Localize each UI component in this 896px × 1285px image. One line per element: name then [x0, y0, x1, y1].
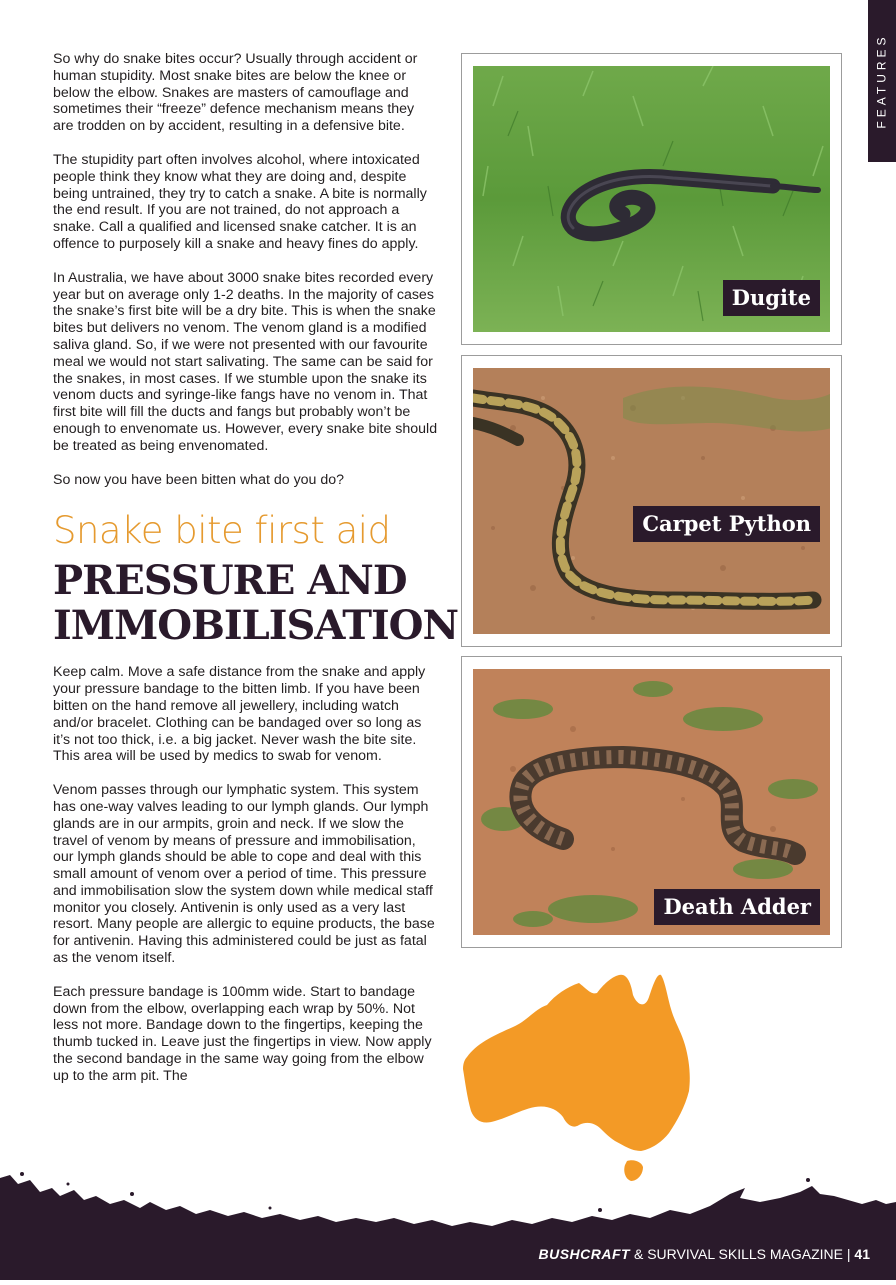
page-footer [0, 1170, 896, 1280]
footer-brand: BUSHCRAFT [538, 1246, 631, 1262]
article-subheading: Snake bite first aid [53, 509, 391, 553]
carpet-python-photo [473, 368, 830, 634]
intro-paragraph: The stupidity part often involves alcohol, where intoxicated people think they know what they are doing and, despite being untrained, they try to catch a snake. A bite is normally the end result. If you are not trained, do not approach a snake. Call a qualified and licensed snake catcher. It is an offence to purposely kill a snake and heavy fines do apply. [53, 151, 427, 252]
section-tab [868, 0, 896, 162]
photo-caption: Dugite [723, 280, 820, 316]
article-column [53, 51, 459, 1102]
section-tab-label: FEATURES [875, 33, 889, 129]
body-paragraph: Venom passes through our lymphatic system. This system has one-way valves leading to our lymph glands. Our lymph glands are in our armpits, groin and neck. If we slow the travel of venom by means of pressure and immobilisation, our lymph glands should be able to cope and deal with this small amount of venom over a period of time. This pressure and immobilisation slow the system down while medical staff monitor you closely. Antivenin is only used as a very last resort. Many people are allergic to equine products, the base for antivenin. Having this administered could be just as fatal as the venom itself. [53, 782, 435, 967]
footer-title: & SURVIVAL SKILLS MAGAZINE | [630, 1246, 855, 1262]
footer-label [538, 1246, 870, 1262]
body-paragraph: Keep calm. Move a safe distance from the snake and apply your pressure bandage to the bitten limb. If you have been bitten on the hand remove all jewellery, including watch and/or bracelet. Clothing can be bandaged over so long as it’s not too thick, i.e. a big jacket. Never wash the bite site. This area will be used by medics to swab for venom. [53, 664, 426, 765]
intro-paragraph: In Australia, we have about 3000 snake bites recorded every year but on average only 1-2 deaths. In the majority of cases the snake’s first bite will be a dry bite. This is when the snake bites but delivers no venom. The venom gland is a modified saliva gland. So, if we were not presented with our favourite meal we would not start salivating. The same can be said for the snakes, in most cases. If we stumble upon the snake its venom ducts and syringe-like fangs have no venom in. That first bite will fill the ducts and fangs but probably won’t be enough to envenomate us. However, every snake bite should be treated as being envenomated. [53, 269, 438, 454]
australia-map [455, 965, 695, 1195]
intro-paragraph: So why do snake bites occur? Usually through accident or human stupidity. Most snake bites are below the knee or below the elbow. Snakes are masters of camouflage and sometimes their “freeze” defence mechanism means they are trodden on by accident, resulting in a defensive bite. [53, 51, 418, 135]
photo-caption: Death Adder [654, 889, 820, 925]
dugite-photo [473, 66, 830, 332]
page-number: 41 [854, 1246, 870, 1262]
photo-frame-death-adder [461, 656, 842, 948]
death-adder-photo [473, 669, 830, 935]
body-paragraph: Each pressure bandage is 100mm wide. Start to bandage down from the elbow, overlapping each wrap by 50%. Not less not more. Bandage down to the fingertips, keeping the thumb tucked in. Leave just the fingertips in view. Now apply the second bandage in the same way going from the elbow up to the arm pit. The [53, 983, 432, 1084]
intro-paragraph: So now you have been bitten what do you do? [53, 471, 345, 488]
photo-caption: Carpet Python [633, 506, 820, 542]
article-heading: PRESSURE AND IMMOBILISATION [53, 557, 459, 650]
photo-frame-dugite [461, 53, 842, 345]
photo-frame-carpet-python [461, 355, 842, 647]
